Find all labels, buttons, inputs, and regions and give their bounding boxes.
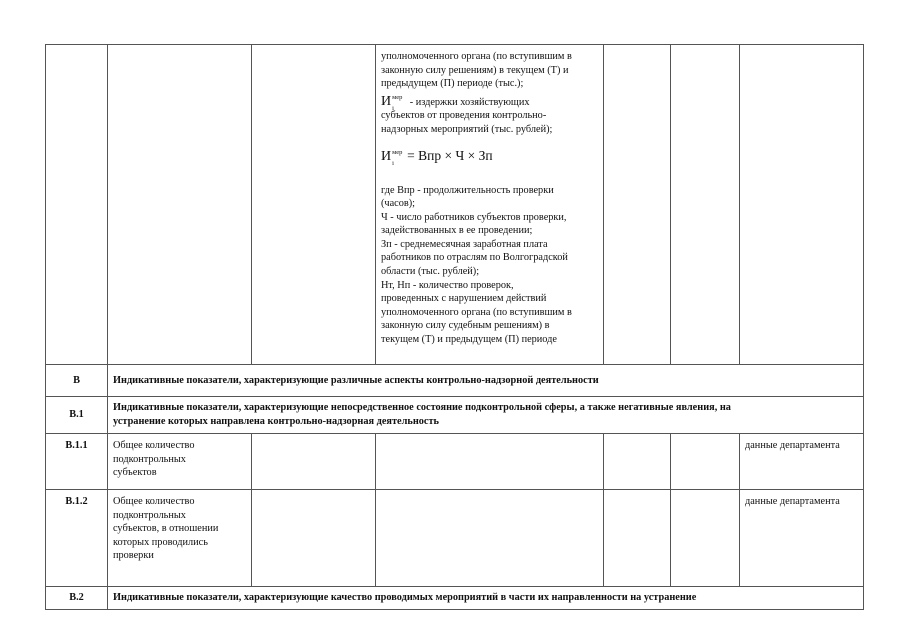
indicators-table [45, 44, 864, 610]
text-line: задействованных в ее проведении; [381, 225, 533, 237]
cell-name-empty [108, 45, 252, 365]
row-code: В.1 [46, 397, 108, 434]
text-line: Зп - среднемесячная заработная плата [381, 238, 548, 250]
equation-superscript: мер [392, 148, 403, 156]
indicator-name-cell [108, 490, 252, 587]
cell-empty [376, 490, 604, 587]
row-code: В.2 [46, 587, 108, 610]
text-line: субъектов от проведения контрольно- [381, 110, 547, 122]
text-line: работников по отраслям по Волгоградской [381, 252, 568, 264]
indicator-name-line: проверки [113, 550, 154, 562]
text-line: области (тыс. рублей); [381, 266, 480, 278]
section-row-b1 [46, 397, 864, 434]
equation-rhs: = Впр × Ч × Зп [407, 147, 493, 163]
text-line: текущем (Т) и предыдущем (П) периоде [381, 334, 557, 346]
formula-symbol: И [381, 93, 392, 109]
cell-empty [252, 434, 376, 490]
indicator-name-line: Общее количество [113, 440, 195, 451]
equation-subscript: i [392, 159, 394, 167]
text-line: предыдущем (П) периоде (тыс.); [381, 78, 524, 90]
table-row-b11 [46, 434, 864, 490]
cell-empty [671, 434, 740, 490]
indicator-name-line: которых проводились [113, 536, 208, 548]
text-line: законную силу решениям) в текущем (Т) и [381, 64, 569, 76]
indicator-name-line: субъектов [113, 467, 157, 479]
cell-empty [671, 45, 740, 365]
cell-empty [604, 434, 671, 490]
section-title [108, 397, 864, 434]
section-title-line: устранение которых направлена контрольно-надзорная деятельность [113, 416, 440, 427]
text-line: уполномоченного органа (по вступившим в [381, 51, 572, 62]
cell-empty [252, 490, 376, 587]
text-line: надзорных мероприятий (тыс. рублей); [381, 124, 553, 136]
table-row-b12 [46, 490, 864, 587]
cell-empty [740, 45, 864, 365]
table-row-continuation [46, 45, 864, 365]
cell-empty [376, 434, 604, 490]
cell-empty [252, 45, 376, 365]
row-code: В.1.2 [46, 490, 108, 587]
formula-superscript: мер [392, 94, 403, 102]
cell-empty [671, 490, 740, 587]
section-title-line: Индикативные показатели, характеризующие непосредственное состояние подконтрольной сферы, а также негативные явления, на [113, 402, 731, 414]
definition-text: - издержки хозяйствующих [407, 96, 530, 108]
formula-indices [391, 94, 407, 113]
row-code: В [46, 365, 108, 397]
section-row-b2 [46, 587, 864, 610]
equation-symbol: И [381, 148, 392, 164]
indicator-name-line: субъектов, в отношении [113, 523, 219, 535]
cell-empty [604, 490, 671, 587]
section-title: Индикативные показатели, характеризующие различные аспекты контрольно-надзорной деятельности [108, 365, 864, 397]
formula-description-cell [376, 45, 604, 365]
formula-subscript: i [392, 105, 394, 113]
cell-code-empty [46, 45, 108, 365]
symbol-definition [381, 93, 598, 113]
section-row-b [46, 365, 864, 397]
text-line: где Впр - продолжительность проверки [381, 184, 554, 196]
text-line: законную силу судебным решениям) в [381, 320, 550, 332]
row-code: В.1.1 [46, 434, 108, 490]
formula-equation [381, 147, 598, 167]
text-line: проведенных с нарушением действий [381, 293, 547, 305]
text-line: Нт, Нп - количество проверок, [381, 279, 514, 291]
data-source-cell: данные департамента [740, 434, 864, 490]
data-source-cell: данные департамента [740, 490, 864, 587]
text-line: Ч - число работников субъектов проверки, [381, 211, 567, 223]
text-line: (часов); [381, 198, 416, 210]
indicator-name-line: Общее количество [113, 496, 195, 507]
cell-empty [604, 45, 671, 365]
indicator-name-line: подконтрольных [113, 509, 186, 521]
indicator-name-cell [108, 434, 252, 490]
text-line: уполномоченного органа (по вступившим в [381, 306, 572, 318]
equation-indices [391, 148, 407, 167]
section-title: Индикативные показатели, характеризующие качество проводимых мероприятий в части их направленности на устранение [108, 587, 864, 610]
indicator-name-line: подконтрольных [113, 453, 186, 465]
